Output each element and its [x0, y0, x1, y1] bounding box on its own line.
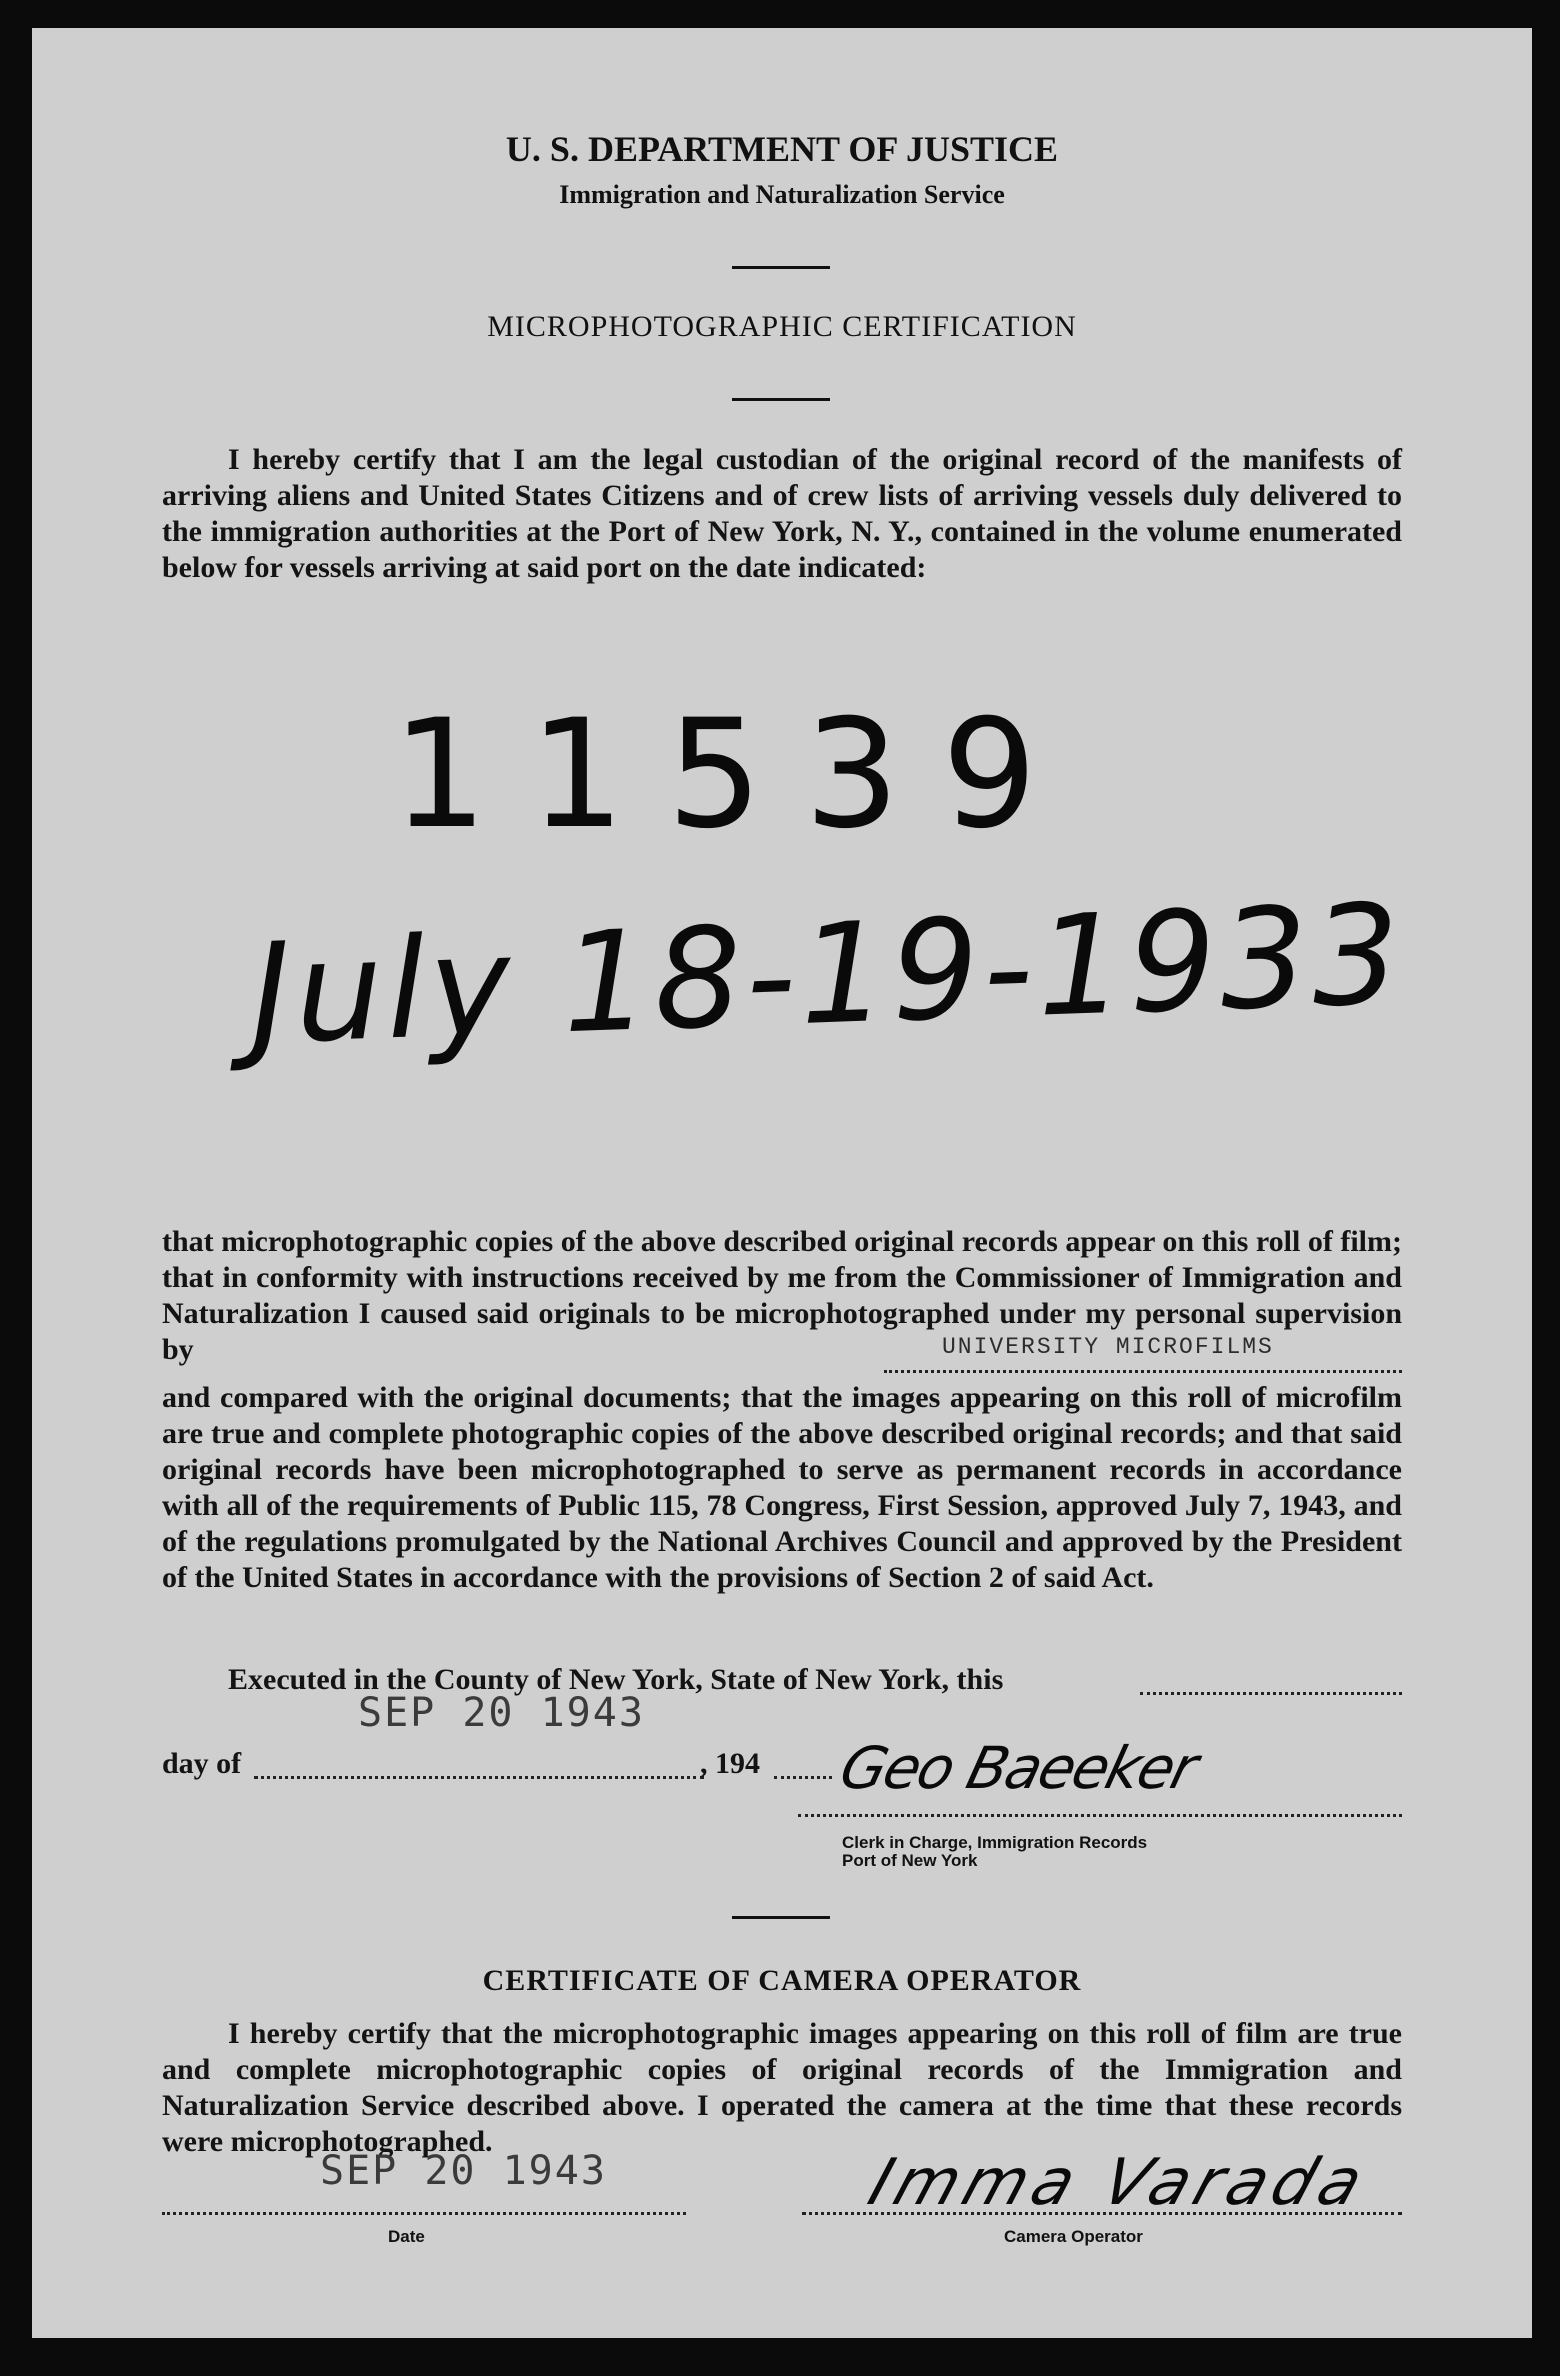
service-subheading: Immigration and Naturalization Service: [559, 180, 1005, 209]
body-paragraph-part1: that microphotographic copies of the above described original records appear on this roll of film; that in conformity with instructions received by me from the Commissioner of Immigration and Naturalization I caused said originals to be microphotographed under my personal supervision by: [162, 1225, 1402, 1366]
clerk-title-line-2: Port of New York: [842, 1851, 978, 1870]
dotted-line-executed: [1140, 1692, 1402, 1695]
dotted-line-date: [162, 2212, 686, 2215]
dotted-line-operator: [802, 2212, 1402, 2215]
certification-title: MICROPHOTOGRAPHIC CERTIFICATION: [487, 310, 1077, 343]
certificate-page: [32, 28, 1532, 2338]
dotted-line-day: [254, 1776, 704, 1779]
divider-top: [732, 266, 830, 269]
dotted-line-year: [774, 1776, 832, 1779]
date-label: Date: [388, 2227, 425, 2246]
divider-camera: [732, 1916, 830, 1919]
camera-certificate-title: CERTIFICATE OF CAMERA OPERATOR: [482, 1964, 1082, 1997]
execution-stamp-date: SEP 20 1943: [358, 1690, 645, 1736]
handwritten-volume-number: 11539: [392, 688, 1080, 862]
body-paragraph-part2: and compared with the original documents; that the images appearing on this roll of microfilm are true and complete photographic copies of the above described original records; and that said original records have been microphotographed to serve as permanent records in accordance with all of the requirements of Public 115, 78 Congress, First Session, approved July 7, 1943, and of the regulations promulgated by the National Archives Council and approved by the President of the United States in accordance with the provisions of Section 2 of said Act.: [162, 1381, 1402, 1594]
camera-paragraph: I hereby certify that the microphotographic images appearing on this roll of film are true and complete microphotographic copies of original records of the Immigration and Naturalization Service described above. I operated the camera at the time that these records were microphotographed.: [162, 2017, 1402, 2158]
dotted-line-clerk-signature: [798, 1814, 1402, 1817]
clerk-signature: Geo Baeeker: [833, 1734, 1203, 1802]
department-heading: U. S. DEPARTMENT OF JUSTICE: [505, 129, 1059, 169]
handwritten-date: July 18-19-1933: [247, 873, 1407, 1076]
camera-stamp-date: SEP 20 1943: [320, 2148, 607, 2194]
operator-signature: Imma Varada: [859, 2146, 1378, 2220]
day-of-label: day of: [162, 1747, 242, 1780]
camera-operator-label: Camera Operator: [1004, 2227, 1143, 2246]
executed-line: Executed in the County of New York, State of New York, this: [228, 1663, 1004, 1696]
divider-title: [732, 398, 830, 401]
clerk-title-line-1: Clerk in Charge, Immigration Records: [842, 1833, 1148, 1852]
typed-company-name: UNIVERSITY MICROFILMS: [942, 1334, 1274, 1360]
year-prefix: , 194: [700, 1747, 760, 1780]
intro-paragraph: I hereby certify that I am the legal custodian of the original record of the manifests of arriving aliens and United States Citizens and of crew lists of arriving vessels duly delivered to the immigration authorities at the Port of New York, N. Y., contained in the volume enumerated below for vessels arriving at said port on the date indicated:: [162, 443, 1402, 584]
dotted-line-company: [884, 1370, 1402, 1373]
